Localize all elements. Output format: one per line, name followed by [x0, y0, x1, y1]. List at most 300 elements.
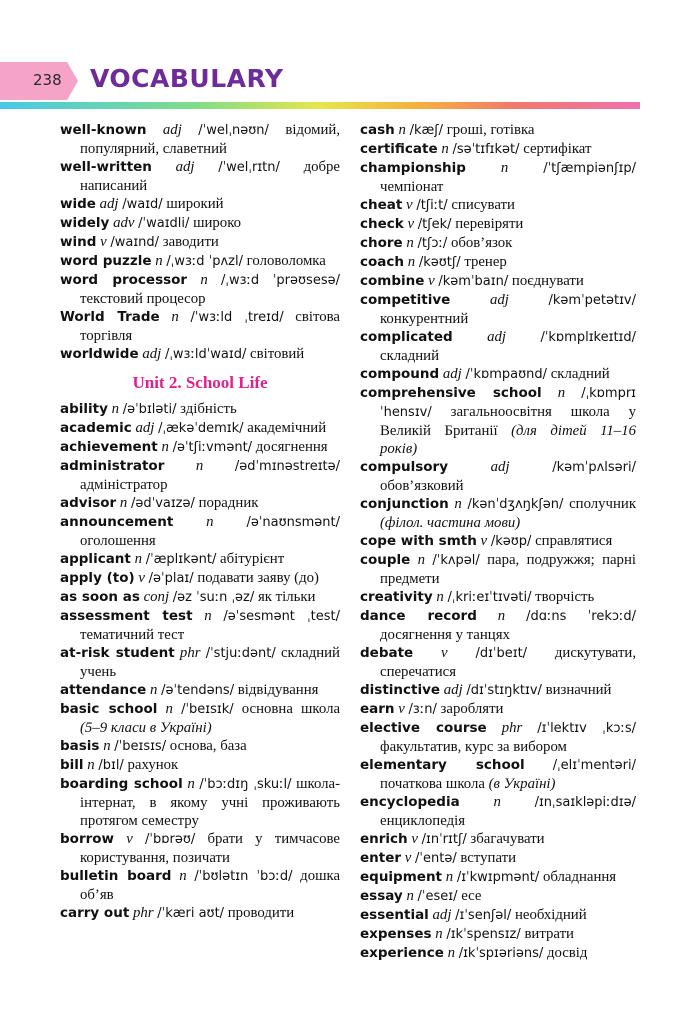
page-title: VOCABULARY — [90, 64, 284, 93]
vocab-entry — [360, 849, 636, 868]
entry-headword: applicant — [60, 551, 131, 567]
entry-headword: basic school — [60, 701, 158, 717]
entry-headword: attendance — [60, 682, 147, 698]
entry-part-of-speech: n — [406, 888, 414, 904]
entry-transcription: /ˈentə/ — [415, 851, 457, 866]
vocab-entry — [360, 532, 636, 551]
vocab-entry — [360, 140, 636, 159]
vocab-entry — [60, 457, 340, 494]
entry-definition: поєднувати — [511, 273, 584, 289]
entry-transcription: /əˈtendəns/ — [161, 683, 235, 698]
entry-transcription: /ɪˈlektɪv ˌkɔːs/ — [537, 721, 637, 736]
entry-headword: cheat — [360, 197, 403, 213]
entry-headword: academic — [60, 420, 132, 436]
entry-headword: basis — [60, 738, 100, 754]
vocab-entry — [60, 569, 340, 588]
entry-part-of-speech: n — [155, 253, 163, 269]
entry-definition: рахунок — [127, 757, 179, 773]
entry-part-of-speech: n — [111, 401, 120, 417]
entry-transcription: /ˈbeɪsɪk/ — [181, 702, 234, 717]
vocab-entry — [360, 644, 636, 681]
entry-headword: apply (to) — [60, 570, 135, 586]
entry-headword: well-written — [60, 159, 152, 175]
entry-definition: порадник — [198, 495, 259, 511]
entry-transcription: /əˈnaʊnsmənt/ — [246, 515, 341, 530]
entry-part-of-speech: v — [411, 831, 418, 847]
entry-definition: як тільки — [257, 589, 316, 605]
entry-definition: справлятися — [535, 533, 613, 549]
vocab-entry — [60, 214, 340, 233]
entry-headword: creativity — [360, 589, 433, 605]
entry-definition: оголошення — [80, 533, 156, 549]
entry-transcription: /kənˈdʒʌŋkʃən/ — [467, 497, 564, 512]
entry-transcription: /ˈæplɪkənt/ — [145, 552, 217, 567]
entry-transcription: /ɜːn/ — [408, 702, 437, 717]
vocab-entry — [360, 700, 636, 719]
entry-part-of-speech: adj — [175, 159, 195, 175]
entry-headword: expenses — [360, 926, 432, 942]
entry-transcription: /kəʊtʃ/ — [418, 255, 461, 270]
vocab-entry — [360, 291, 636, 328]
entry-definition: досвід — [546, 945, 588, 961]
vocab-entry — [360, 719, 636, 756]
entry-definition: відомий, популярний, славетний — [80, 122, 341, 157]
entry-definition: світова торгівля — [80, 309, 340, 344]
vocab-entry — [360, 868, 636, 887]
entry-headword: debate — [360, 645, 414, 661]
vocab-entry — [360, 887, 636, 906]
entry-definition: головоломка — [246, 253, 326, 269]
entry-part-of-speech: n — [171, 309, 179, 325]
entry-part-of-speech: n — [398, 122, 406, 138]
entry-headword: combine — [360, 273, 425, 289]
entry-transcription: /bɪl/ — [98, 758, 124, 773]
entry-transcription: /ˌkriːeɪˈtɪvəti/ — [447, 590, 532, 605]
entry-transcription: /ɪkˈspɪəriəns/ — [458, 946, 544, 961]
vocab-entry — [360, 253, 636, 272]
entry-headword: enrich — [360, 831, 408, 847]
vocab-entry — [60, 644, 340, 681]
entry-part-of-speech: n — [445, 869, 454, 885]
entry-headword: enter — [360, 850, 402, 866]
entry-part-of-speech: n — [557, 385, 566, 401]
entry-transcription: /ˌelɪˈmentəri/ — [552, 758, 636, 773]
entry-definition: складний — [380, 348, 439, 364]
entry-headword: administrator — [60, 458, 165, 474]
entry-part-of-speech: v — [406, 197, 413, 213]
entry-headword: worldwide — [60, 346, 139, 362]
vocab-entry — [60, 607, 340, 644]
entry-part-of-speech: v — [138, 570, 145, 586]
entry-note: (філол. частина мови) — [380, 515, 521, 531]
entry-headword: well-known — [60, 122, 147, 138]
vocab-entry — [360, 328, 636, 365]
entry-transcription: /tʃek/ — [417, 217, 452, 232]
vocab-entry — [360, 551, 636, 588]
entry-part-of-speech: n — [406, 235, 414, 251]
vocab-entry — [60, 419, 340, 438]
entry-transcription: /ɪnˌsaɪkləpiːdɪə/ — [534, 795, 637, 810]
entry-transcription: /ˈkʌpəl/ — [432, 553, 480, 568]
entry-part-of-speech: n — [150, 682, 158, 698]
entry-headword: bill — [60, 757, 84, 773]
entry-part-of-speech: n — [407, 254, 416, 270]
page-number: 238 — [33, 71, 62, 89]
entry-transcription: /ɪkˈspensɪz/ — [446, 927, 521, 942]
entry-transcription: /ˈwɜːld ˌtreɪd/ — [190, 310, 284, 325]
entry-headword: boarding school — [60, 776, 183, 792]
vocab-entry — [360, 365, 636, 384]
vocab-entry — [360, 756, 636, 793]
entry-transcription: /kəmˈpetətɪv/ — [548, 293, 637, 308]
entry-part-of-speech: n — [161, 439, 169, 455]
entry-part-of-speech: adj — [162, 122, 182, 138]
entry-definition: творчість — [535, 589, 595, 605]
entry-headword: comprehensive school — [360, 385, 542, 401]
entry-headword: advisor — [60, 495, 117, 511]
entry-headword: essay — [360, 888, 403, 904]
vocab-entry — [360, 607, 636, 644]
entry-definition: абітурієнт — [220, 551, 285, 567]
vocab-entry — [60, 252, 340, 271]
entry-headword: check — [360, 216, 404, 232]
entry-headword: chore — [360, 235, 403, 251]
entry-headword: World Trade — [60, 309, 160, 325]
vocab-entry — [60, 775, 340, 830]
entry-part-of-speech: phr — [501, 720, 523, 736]
entry-part-of-speech: v — [428, 273, 435, 289]
entry-headword: wind — [60, 234, 97, 250]
entry-definition: світовий — [250, 346, 305, 362]
entry-headword: wide — [60, 196, 96, 212]
entry-transcription: /əz ˈsuːn ˌəz/ — [172, 590, 255, 605]
vocab-entry — [60, 438, 340, 457]
entry-headword: achievement — [60, 439, 158, 455]
entry-headword: coach — [360, 254, 405, 270]
entry-transcription: /səˈtɪfɪkət/ — [452, 142, 520, 157]
entry-definition: списувати — [451, 197, 515, 213]
entry-headword: carry out — [60, 905, 130, 921]
vocab-entry — [60, 830, 340, 867]
entry-transcription: /ˈbeɪsɪs/ — [114, 739, 167, 754]
entry-headword: equipment — [360, 869, 443, 885]
entry-transcription: /ˈstjuːdənt/ — [205, 646, 276, 661]
entry-transcription: /kəʊp/ — [490, 534, 532, 549]
entry-transcription: /ɪnˈrɪtʃ/ — [421, 832, 467, 847]
entry-definition: обладнання — [542, 869, 617, 885]
entry-transcription: /dɪˈbeɪt/ — [475, 646, 528, 661]
entry-definition: академічний — [247, 420, 327, 436]
entry-part-of-speech: n — [435, 926, 443, 942]
entry-headword: earn — [360, 701, 395, 717]
entry-transcription: /ˈwelˌrɪtn/ — [218, 160, 280, 175]
vocab-entry — [360, 272, 636, 291]
entry-definition: пара, подружжя; парні предмети — [380, 552, 636, 587]
vocab-entry — [360, 159, 636, 196]
entry-headword: word puzzle — [60, 253, 152, 269]
vocab-entry — [360, 121, 636, 140]
entry-headword: championship — [360, 160, 466, 176]
entry-headword: word processor — [60, 272, 188, 288]
entry-headword: elementary school — [360, 757, 525, 773]
entry-definition: складний учень — [80, 645, 340, 680]
entry-part-of-speech: adv — [113, 215, 135, 231]
vocab-entry — [360, 215, 636, 234]
entry-part-of-speech: adj — [142, 346, 162, 362]
entry-transcription: /əˈbɪləti/ — [122, 402, 177, 417]
entry-transcription: /əˈsesmənt ˌtest/ — [223, 609, 340, 624]
vocab-entry — [60, 494, 340, 513]
entry-definition: факультатив, курс за вибором — [380, 739, 567, 755]
entry-part-of-speech: n — [497, 608, 506, 624]
entry-definition: відвідування — [237, 682, 319, 698]
vocab-entry — [360, 925, 636, 944]
vocab-entry — [360, 588, 636, 607]
vocab-entry — [60, 867, 340, 904]
entry-transcription: /ˈwaɪdli/ — [138, 216, 190, 231]
entry-part-of-speech: v — [480, 533, 488, 549]
entry-headword: distinctive — [360, 682, 441, 698]
entries-after-unit — [60, 400, 340, 923]
entry-definition: збагачувати — [470, 831, 545, 847]
entry-transcription: /ˈkɒmplɪkeɪtɪd/ — [540, 330, 636, 345]
entry-headword: announcement — [60, 514, 174, 530]
entry-transcription: /ˈkɒmpaʊnd/ — [465, 367, 548, 382]
entry-definition: енциклопедія — [380, 813, 466, 829]
entry-transcription: /ˈbɔːdɪŋ ˌskuːl/ — [199, 777, 292, 792]
rainbow-rule — [0, 102, 640, 109]
entry-definition: загальноосвітня школа у Великій Британії — [380, 404, 636, 439]
vocab-entry — [60, 158, 340, 195]
entry-definition: тренер — [464, 254, 507, 270]
vocab-entry — [60, 121, 340, 158]
vocab-entry — [60, 513, 340, 550]
entry-part-of-speech: n — [200, 272, 208, 288]
entry-transcription: /ˈbɒrəʊ/ — [145, 832, 196, 847]
entry-definition: витрати — [524, 926, 574, 942]
entry-definition: проводити — [227, 905, 295, 921]
entry-transcription: /ˈbʊlətɪn ˈbɔːd/ — [194, 869, 293, 884]
entry-transcription: /ˈeseɪ/ — [417, 889, 458, 904]
entry-part-of-speech: n — [165, 701, 173, 717]
entry-part-of-speech: n — [179, 868, 187, 884]
entry-transcription: /ˌækəˈdemɪk/ — [158, 421, 244, 436]
entry-definition: тематичний тест — [80, 627, 185, 643]
entry-definition: необхідний — [515, 907, 587, 923]
vocab-entry — [360, 234, 636, 253]
entry-part-of-speech: adj — [490, 459, 510, 475]
entry-part-of-speech: n — [206, 514, 214, 530]
entry-part-of-speech: v — [404, 850, 412, 866]
entry-part-of-speech: n — [87, 757, 95, 773]
entry-transcription: /ədˈmɪnəstreɪtə/ — [234, 459, 340, 474]
entry-headword: cope with smth — [360, 533, 477, 549]
entry-definition: основна школа — [241, 701, 341, 717]
entry-headword: experience — [360, 945, 444, 961]
vocab-entry — [60, 588, 340, 607]
entry-part-of-speech: n — [134, 551, 142, 567]
entry-definition: дискутувати, сперечатися — [380, 645, 637, 680]
entry-part-of-speech: n — [204, 608, 212, 624]
entry-definition: школа-інтернат, в якому учні проживають протягом семестру — [80, 776, 341, 829]
entry-part-of-speech: n — [500, 160, 509, 176]
entry-transcription: /tʃiːt/ — [416, 198, 448, 213]
entry-transcription: /ˈkæri aʊt/ — [157, 906, 225, 921]
vocab-entry — [360, 830, 636, 849]
entry-definition: сполучник — [569, 496, 637, 512]
entry-headword: at-risk student — [60, 645, 175, 661]
entry-headword: essential — [360, 907, 429, 923]
entry-definition: досягнення — [255, 439, 328, 455]
vocab-entry — [60, 681, 340, 700]
entry-part-of-speech: n — [493, 794, 501, 810]
entry-part-of-speech: n — [103, 738, 111, 754]
vocab-entry — [60, 700, 340, 737]
entry-headword: cash — [360, 122, 395, 138]
entry-part-of-speech: n — [119, 495, 128, 511]
vocab-entry — [60, 400, 340, 419]
entry-definition: гроші, готівка — [446, 122, 535, 138]
vocab-entry — [60, 737, 340, 756]
entry-headword: bulletin board — [60, 868, 172, 884]
entry-transcription: /kəmˈpʌlsəri/ — [552, 460, 636, 475]
entry-transcription: /ˌkɒmprɪˈhensɪv/ — [380, 386, 637, 420]
right-column — [360, 121, 636, 963]
vocab-entry — [60, 550, 340, 569]
entry-definition: текстовий процесор — [80, 291, 206, 307]
entry-definition: перевіряти — [455, 216, 524, 232]
unit-heading: Unit 2. School Life — [132, 373, 268, 392]
entry-definition: адміністратор — [80, 477, 168, 493]
entry-headword: widely — [60, 215, 110, 231]
entry-definition: конкурентний — [380, 311, 469, 327]
vocab-entry — [60, 195, 340, 214]
entry-transcription: /ˈtʃæmpiənʃɪp/ — [543, 161, 636, 176]
entry-part-of-speech: v — [100, 234, 107, 250]
vocab-entry — [60, 233, 340, 252]
entry-part-of-speech: v — [126, 831, 133, 847]
entry-definition: добре написаний — [80, 159, 340, 194]
entry-transcription: /waɪnd/ — [110, 235, 160, 250]
entry-transcription: /kəmˈbaɪn/ — [438, 274, 509, 289]
entry-transcription: /ədˈvaɪzə/ — [130, 496, 195, 511]
entry-transcription: /dɑːns ˈrekɔːd/ — [526, 609, 636, 624]
entry-definition: чемпіонат — [380, 179, 444, 195]
vocab-entry — [360, 906, 636, 925]
entry-part-of-speech: conj — [143, 589, 170, 605]
vocab-entry — [60, 308, 340, 345]
entry-headword: borrow — [60, 831, 114, 847]
entry-transcription: /waɪd/ — [122, 197, 163, 212]
entry-definition: досягнення у танцях — [380, 627, 510, 643]
entry-transcription: /ˈwelˌnəʊn/ — [198, 123, 269, 138]
entry-part-of-speech: n — [417, 552, 426, 568]
vocab-entry — [60, 756, 340, 775]
entry-definition: обов’язковий — [380, 478, 464, 494]
entry-part-of-speech: n — [441, 141, 449, 157]
entry-definition: есе — [461, 888, 482, 904]
entries-before-unit — [60, 121, 340, 364]
entry-transcription: /ˌwɜːldˈwaɪd/ — [164, 347, 247, 362]
entry-transcription: /ɪˈkwɪpmənt/ — [456, 870, 540, 885]
entry-headword: competitive — [360, 292, 451, 308]
entry-definition: початкова школа — [380, 776, 485, 792]
entry-transcription: /ˌwɜːd ˈprəʊsesə/ — [221, 273, 340, 288]
entry-part-of-speech: n — [187, 776, 195, 792]
entry-transcription: /kæʃ/ — [409, 123, 443, 138]
entry-definition: брати у тимчасове користування, позичати — [80, 831, 340, 866]
entry-definition: заробляти — [440, 701, 504, 717]
entry-headword: compulsory — [360, 459, 449, 475]
entry-definition: дошка об’яв — [80, 868, 341, 903]
entry-headword: conjunction — [360, 496, 449, 512]
entry-headword: complicated — [360, 329, 453, 345]
entry-transcription: /ɪˈsenʃəl/ — [455, 908, 512, 923]
vocab-entry — [360, 196, 636, 215]
entry-headword: assessment test — [60, 608, 193, 624]
entry-part-of-speech: v — [441, 645, 448, 661]
entry-transcription: /əˈtʃiːvmənt/ — [172, 440, 253, 455]
entry-transcription: /ˌwɜːd ˈpʌzl/ — [166, 254, 243, 269]
entry-part-of-speech: adj — [442, 366, 462, 382]
entry-note: (в Україні) — [488, 776, 556, 792]
entry-transcription: /dɪˈstɪŋktɪv/ — [466, 683, 542, 698]
entry-headword: as soon as — [60, 589, 140, 605]
entry-part-of-speech: v — [407, 216, 415, 232]
entry-part-of-speech: n — [436, 589, 444, 605]
vocab-entry — [360, 793, 636, 830]
entry-note: (5–9 класи в Україні) — [80, 720, 212, 736]
entry-part-of-speech: adj — [489, 292, 509, 308]
vocab-entry — [60, 904, 340, 923]
vocab-entry — [360, 944, 636, 963]
entry-part-of-speech: n — [454, 496, 462, 512]
left-column — [60, 121, 340, 923]
vocab-entry — [360, 495, 636, 532]
entry-part-of-speech: adj — [487, 329, 507, 345]
vocab-entry — [360, 384, 636, 458]
entry-headword: compound — [360, 366, 440, 382]
entry-headword: certificate — [360, 141, 438, 157]
entry-note: (для дітей 11–16 років) — [380, 423, 636, 457]
entry-transcription: /tʃɔː/ — [417, 236, 448, 251]
entry-definition: вступати — [460, 850, 517, 866]
entry-part-of-speech: n — [447, 945, 456, 961]
entry-part-of-speech: v — [398, 701, 405, 717]
entry-headword: encyclopedia — [360, 794, 460, 810]
entry-part-of-speech: adj — [443, 682, 463, 698]
entry-definition: заводити — [162, 234, 219, 250]
vocab-entry — [60, 271, 340, 308]
vocab-entry — [360, 458, 636, 495]
entry-part-of-speech: adj — [432, 907, 452, 923]
entry-definition: складний — [550, 366, 610, 382]
entry-headword: ability — [60, 401, 108, 417]
entry-headword: elective course — [360, 720, 487, 736]
entry-part-of-speech: adj — [135, 420, 155, 436]
entry-transcription: /əˈplaɪ/ — [148, 571, 194, 586]
entry-definition: обов’язок — [450, 235, 513, 251]
entry-part-of-speech: phr — [132, 905, 154, 921]
entry-headword: dance record — [360, 608, 477, 624]
entry-part-of-speech: n — [195, 458, 204, 474]
entry-definition: широко — [193, 215, 242, 231]
vocab-entry — [360, 681, 636, 700]
entry-definition: широкий — [166, 196, 224, 212]
entry-definition: подавати заяву (до) — [197, 570, 319, 586]
entry-definition: здібність — [180, 401, 237, 417]
entry-definition: основа, база — [169, 738, 247, 754]
